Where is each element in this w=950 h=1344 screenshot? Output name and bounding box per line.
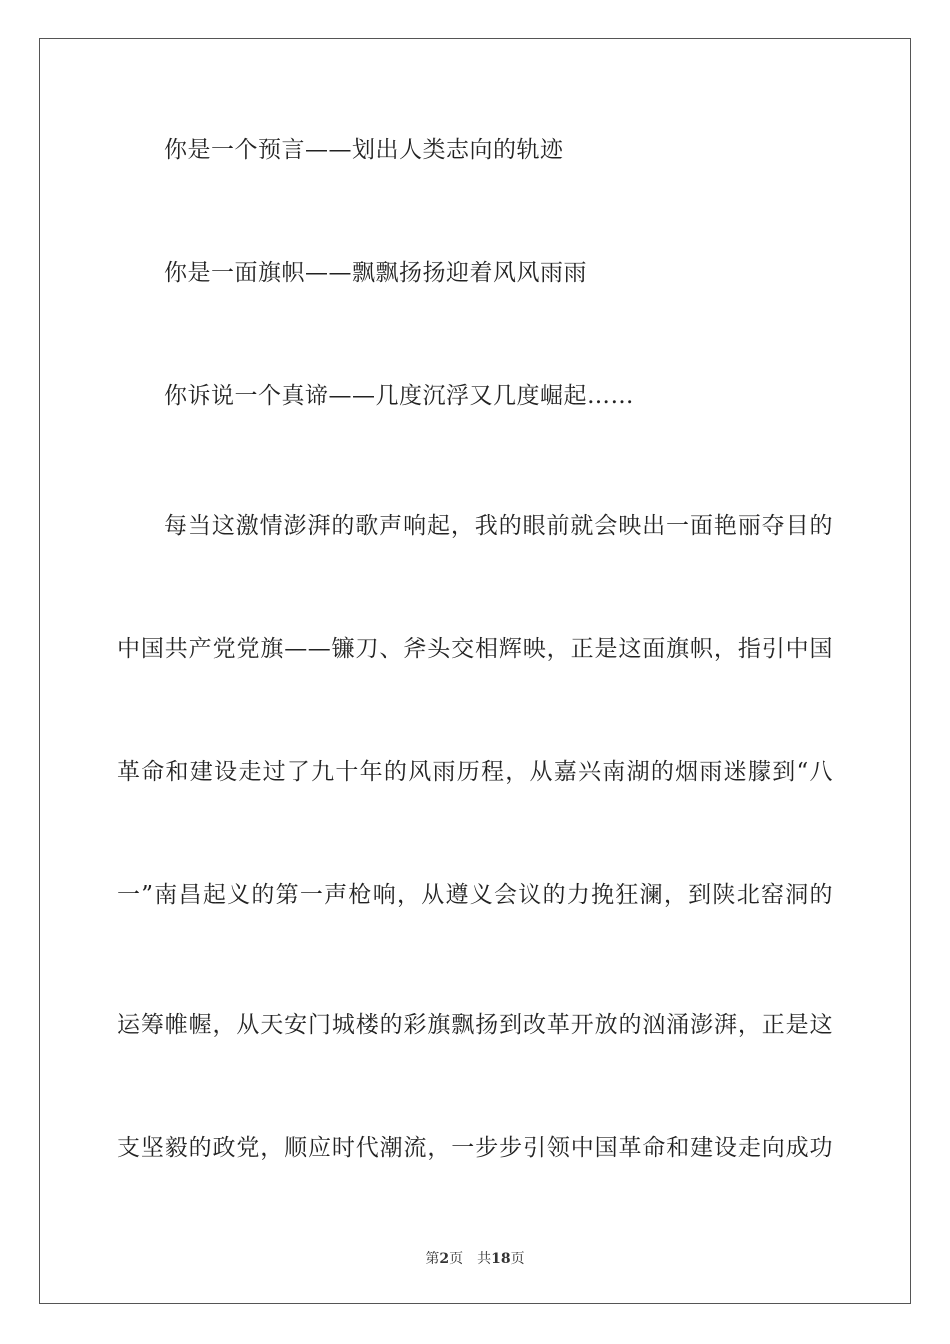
total-pages: 18 xyxy=(491,1251,511,1267)
paragraph-line-5: 运筹帷幄，从天安门城楼的彩旗飘扬到改革开放的汹涌澎湃，正是这 xyxy=(117,1012,833,1038)
poem-line-3: 你诉说一个真谛——几度沉浮又几度崛起…… xyxy=(164,383,634,409)
total-suffix: 页 xyxy=(510,1251,525,1267)
page-prefix: 第 xyxy=(425,1251,440,1267)
page-suffix: 页 xyxy=(449,1251,464,1267)
page-footer xyxy=(0,1248,950,1268)
paragraph-line-1: 每当这激情澎湃的歌声响起，我的眼前就会映出一面艳丽夺目的 xyxy=(164,513,833,539)
poem-line-1: 你是一个预言——划出人类志向的轨迹 xyxy=(164,137,564,163)
total-prefix: 共 xyxy=(477,1251,492,1267)
paragraph-line-3: 革命和建设走过了九十年的风雨历程，从嘉兴南湖的烟雨迷朦到“八 xyxy=(117,759,833,785)
page-number: 2 xyxy=(439,1251,450,1267)
page-border xyxy=(39,38,911,1304)
paragraph-line-2: 中国共产党党旗——镰刀、斧头交相辉映，正是这面旗帜，指引中国 xyxy=(117,636,833,662)
paragraph-line-4: 一”南昌起义的第一声枪响，从遵义会议的力挽狂澜，到陕北窑洞的 xyxy=(117,882,833,908)
paragraph-line-6: 支坚毅的政党，顺应时代潮流，一步步引领中国革命和建设走向成功 xyxy=(117,1135,833,1161)
poem-line-2: 你是一面旗帜——飘飘扬扬迎着风风雨雨 xyxy=(164,260,587,286)
